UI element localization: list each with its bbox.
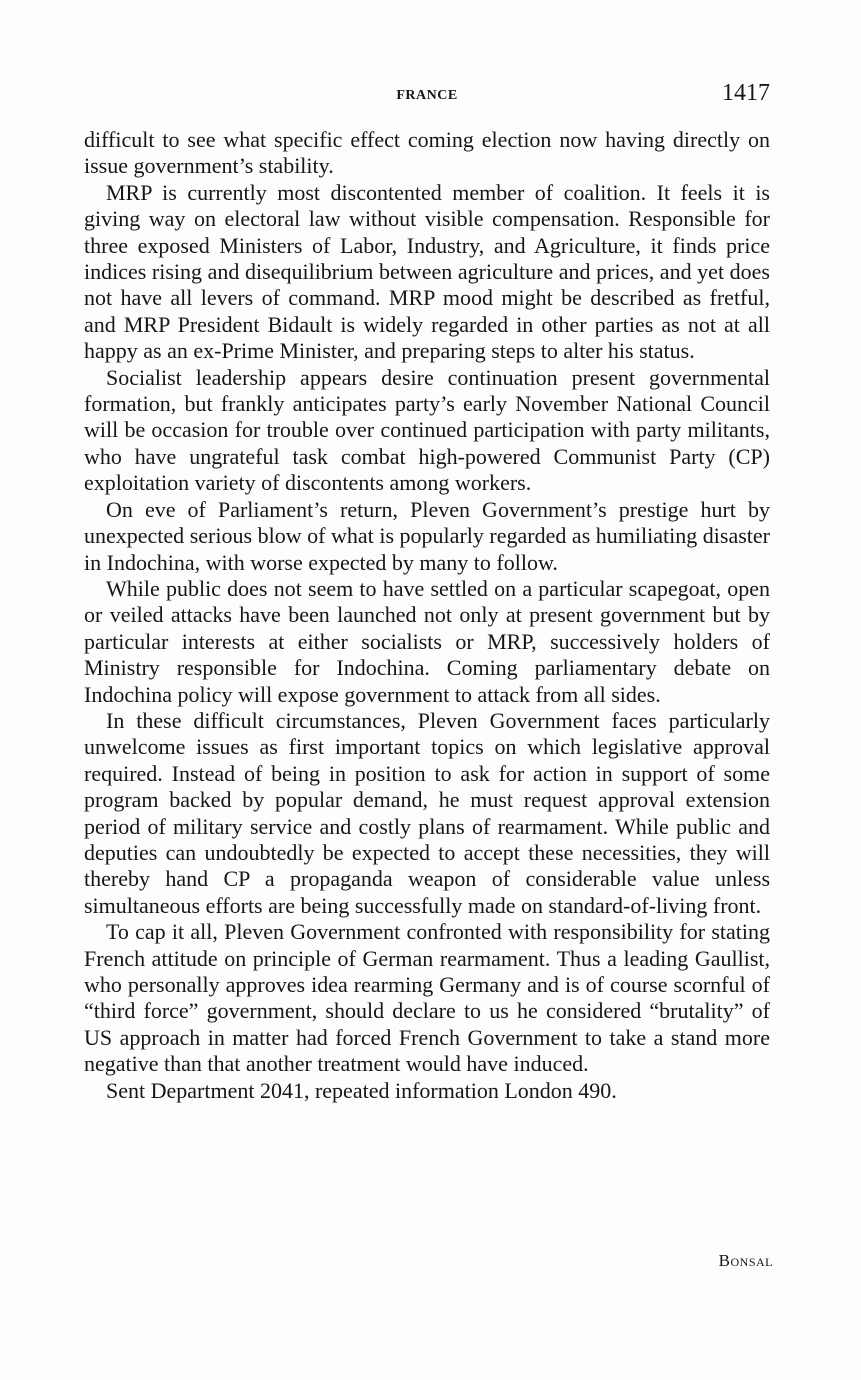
page-header xyxy=(84,80,770,114)
paragraph-continued: difficult to see what specific effect coming election now having directly on issue government’s stability. xyxy=(84,127,770,179)
paragraph-circumstances: In these difficult circumstances, Pleven Government faces particularly unwelcome issues as first important topics on which legislative approval required. Instead of being in position to ask for action in support of some program backed by popular demand, he must request approval extension period of military service and costly plans of rearmament. While public and deputies can undoubtedly be expected to accept these necessities, they will thereby hand CP a propaganda weapon of considerable value unless simultaneous efforts are being successfully made on standard-of-living front. xyxy=(84,707,770,918)
paragraph-german-rearmament: To cap it all, Pleven Government confronted with responsibility for stating French attitude on principle of German rearmament. Thus a leading Gaullist, who personally approves idea rearming Germany and is of course scornful of “third force” government, should declare to us he considered “brutality” of US approach in matter had forced French Government to take a stand more negative than that another treatment would have induced. xyxy=(84,919,770,1077)
page-number: 1417 xyxy=(722,80,770,106)
body-text xyxy=(84,127,770,1104)
paragraph-scapegoat: While public does not seem to have settled on a particular scapegoat, open or veiled attacks have been launched not only at present government but by particular interests at either socialists or MRP, successively holders of Ministry responsible for Indochina. Coming parliamentary debate on Indochina policy will expose government to attack from all sides. xyxy=(84,575,770,707)
signature: Bonsal xyxy=(718,1251,773,1270)
paragraph-socialist: Socialist leadership appears desire continuation present governmental formation, but frankly anticipates party’s early November National Council will be occasion for trouble over continued participation with party militants, who have ungrateful task combat high-powered Communist Party (CP) exploitation variety of discontents among workers. xyxy=(84,364,770,496)
paragraph-sent: Sent Department 2041, repeated information London 490. xyxy=(106,1077,617,1103)
running-head: FRANCE xyxy=(396,88,458,103)
paragraph-parliament: On eve of Parliament’s return, Pleven Government’s prestige hurt by unexpected serious blow of what is popularly regarded as humiliating disaster in Indochina, with worse expected by many to follow. xyxy=(84,496,770,575)
paragraph-mrp: MRP is currently most discontented member of coalition. It feels it is giving way on electoral law without visible compensation. Responsible for three exposed Ministers of Labor, Industry, and Agriculture, it finds price indices rising and disequilibrium between agriculture and prices, and yet does not have all levers of command. MRP mood might be described as fretful, and MRP President Bidault is widely regarded in other parties as not at all happy as an ex-Prime Minister, and preparing steps to alter his status. xyxy=(84,179,770,364)
